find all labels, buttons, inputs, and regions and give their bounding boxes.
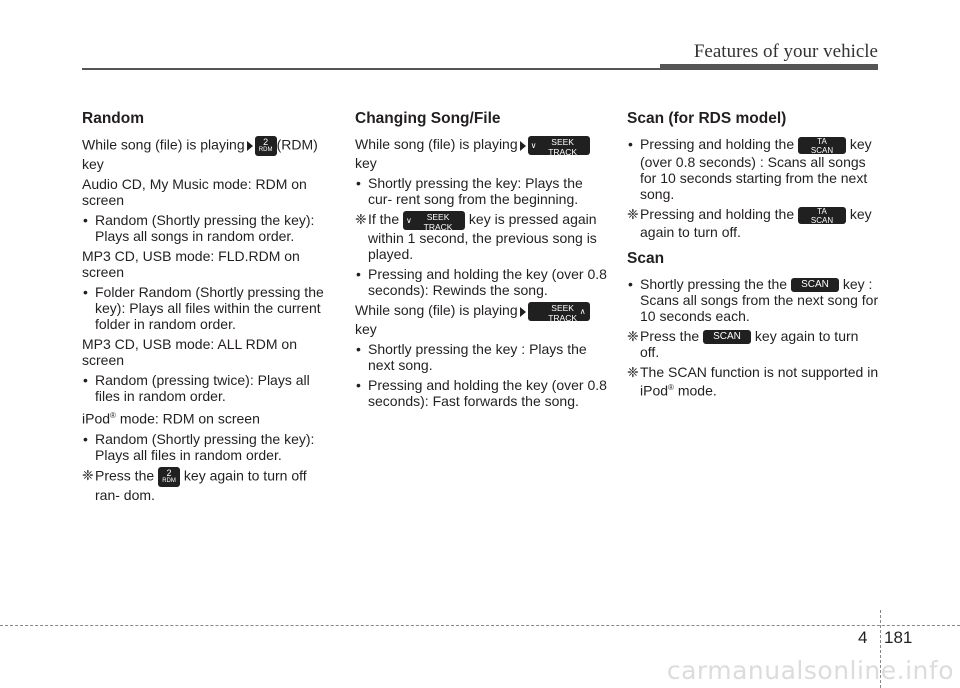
list-item xyxy=(82,212,334,244)
text: Random (Shortly pressing the key): Plays all files in random order. xyxy=(95,430,315,463)
list-item xyxy=(355,377,607,409)
text: key again to turn off. xyxy=(640,327,859,361)
text: key xyxy=(355,321,377,337)
text: Shortly pressing the key : Plays the next song. xyxy=(368,341,587,373)
text: Pressing and holding the key (over 0.8 seconds): Fast forwards the song. xyxy=(368,377,607,409)
text: Random (pressing twice): Plays all files in random order. xyxy=(95,372,310,404)
key-label: TA xyxy=(817,136,827,146)
scan-key-icon: SCAN xyxy=(791,278,839,292)
chevron-up-icon: ∧ xyxy=(579,307,586,316)
column-random xyxy=(82,108,334,507)
bullet-icon: • xyxy=(83,430,88,447)
text: Pressing and holding the xyxy=(640,136,795,152)
paragraph xyxy=(82,408,334,427)
text: Shortly pressing the key: Plays the cur- rent song from the beginning. xyxy=(368,175,583,207)
paragraph xyxy=(82,136,334,172)
note-icon: ❈ xyxy=(82,466,94,483)
key-label: SEEK xyxy=(426,212,450,222)
note-item xyxy=(627,328,879,360)
bullet-icon: • xyxy=(628,136,633,152)
bullet-icon: • xyxy=(83,372,88,388)
key-label: TRACK xyxy=(548,313,578,323)
section-title-scan-rds: Scan (for RDS model) xyxy=(627,110,787,127)
list-item xyxy=(627,136,879,202)
text: While song (file) is playing xyxy=(355,302,518,319)
paragraph: MP3 CD, USB mode: ALL RDM on screen xyxy=(82,336,298,368)
note-icon: ❈ xyxy=(627,205,639,222)
text: (RDM) key xyxy=(82,136,318,172)
seek-down-key-icon xyxy=(403,211,465,230)
chevron-down-icon: ∨ xyxy=(406,216,412,225)
paragraph: Audio CD, My Music mode: RDM on screen xyxy=(82,176,307,208)
key-number: 2 xyxy=(166,467,172,478)
text: key xyxy=(355,155,377,171)
chevron-down-icon: ∨ xyxy=(530,141,537,150)
column-changing-song xyxy=(355,108,607,413)
key-label: TA xyxy=(817,206,827,216)
list-item xyxy=(82,372,334,404)
seek-down-key-icon xyxy=(528,136,590,155)
text: mode: RDM on screen xyxy=(119,410,260,427)
text: If the xyxy=(368,211,400,228)
text: Random (Shortly pressing the key): Plays all songs in random order. xyxy=(95,212,315,244)
watermark: carmanualsonline.info xyxy=(666,656,954,685)
note-icon: ❈ xyxy=(355,211,367,227)
bullet-icon: • xyxy=(83,212,88,228)
key-label: TRACK xyxy=(423,222,453,232)
key-label: RDM xyxy=(162,477,176,484)
note-item xyxy=(627,206,879,240)
list-item xyxy=(355,341,607,373)
registered-mark: ® xyxy=(110,411,116,420)
note-item xyxy=(355,211,607,262)
footer-rule xyxy=(0,625,960,626)
key-number: 2 xyxy=(263,137,269,147)
header-rule-accent xyxy=(660,64,878,70)
note-icon: ❈ xyxy=(627,364,639,381)
list-item xyxy=(355,175,607,207)
text: While song (file) is playing xyxy=(355,136,518,153)
chapter-number: 4 xyxy=(858,628,868,647)
text: Press the xyxy=(95,467,155,484)
text: key is pressed again within 1 second, the previous song is played. xyxy=(368,211,597,262)
text: Shortly pressing the the xyxy=(640,275,788,292)
rdm-key-icon xyxy=(255,136,277,156)
paragraph: MP3 CD, USB mode: FLD.RDM on screen xyxy=(82,248,300,280)
play-arrow-icon xyxy=(520,141,526,151)
bullet-icon: • xyxy=(83,284,88,300)
play-arrow-icon xyxy=(247,141,253,151)
paragraph xyxy=(355,136,607,171)
text: key (over 0.8 seconds) : Scans all songs for 10 seconds starting from the next song. xyxy=(640,136,872,202)
text: mode. xyxy=(677,382,717,399)
key-label: SCAN xyxy=(810,145,834,155)
ta-scan-key-icon xyxy=(798,207,846,224)
text: Press the xyxy=(640,327,700,344)
key-label: RDM xyxy=(258,147,273,153)
list-item xyxy=(82,284,334,332)
key-label: SEEK xyxy=(551,303,574,313)
text: key again to turn off ran- dom. xyxy=(95,467,307,503)
text: iPod xyxy=(82,410,111,427)
text: Pressing and holding the xyxy=(640,205,795,222)
bullet-icon: • xyxy=(356,377,361,393)
text: Folder Random (Shortly pressing the key): Plays all files within the current folder in random order. xyxy=(95,284,324,332)
section-title-scan: Scan xyxy=(627,249,665,267)
registered-mark: ® xyxy=(668,383,674,393)
key-label: SCAN xyxy=(810,215,834,225)
column-scan xyxy=(627,108,879,403)
seek-up-key-icon xyxy=(528,302,590,321)
text: Pressing and holding the key (over 0.8 seconds): Rewinds the song. xyxy=(368,266,607,298)
key-label: SEEK xyxy=(551,137,574,147)
note-item xyxy=(82,467,334,503)
text: key again to turn off. xyxy=(640,205,872,240)
note-item xyxy=(627,364,879,399)
section-title-changing-song: Changing Song/File xyxy=(355,110,501,127)
rdm-key-icon xyxy=(158,467,180,487)
bullet-icon: • xyxy=(356,341,361,357)
ta-scan-key-icon xyxy=(798,137,846,154)
scan-key-icon: SCAN xyxy=(703,330,751,344)
list-item xyxy=(627,276,879,324)
page-number: 181 xyxy=(884,628,913,647)
note-icon: ❈ xyxy=(627,327,639,344)
bullet-icon: • xyxy=(628,275,633,292)
paragraph xyxy=(355,302,607,337)
play-arrow-icon xyxy=(520,307,526,317)
key-label: TRACK xyxy=(548,147,578,157)
text: key : Scans all songs from the next song for 10 seconds each. xyxy=(640,275,879,324)
list-item xyxy=(355,266,607,298)
bullet-icon: • xyxy=(356,266,361,282)
section-title-random: Random xyxy=(82,110,144,127)
text: While song (file) is playing xyxy=(82,136,245,153)
page-header-title: Features of your vehicle xyxy=(693,41,878,62)
text: The SCAN function is not supported in iPod xyxy=(640,364,879,399)
list-item xyxy=(82,431,334,463)
bullet-icon: • xyxy=(356,175,361,191)
